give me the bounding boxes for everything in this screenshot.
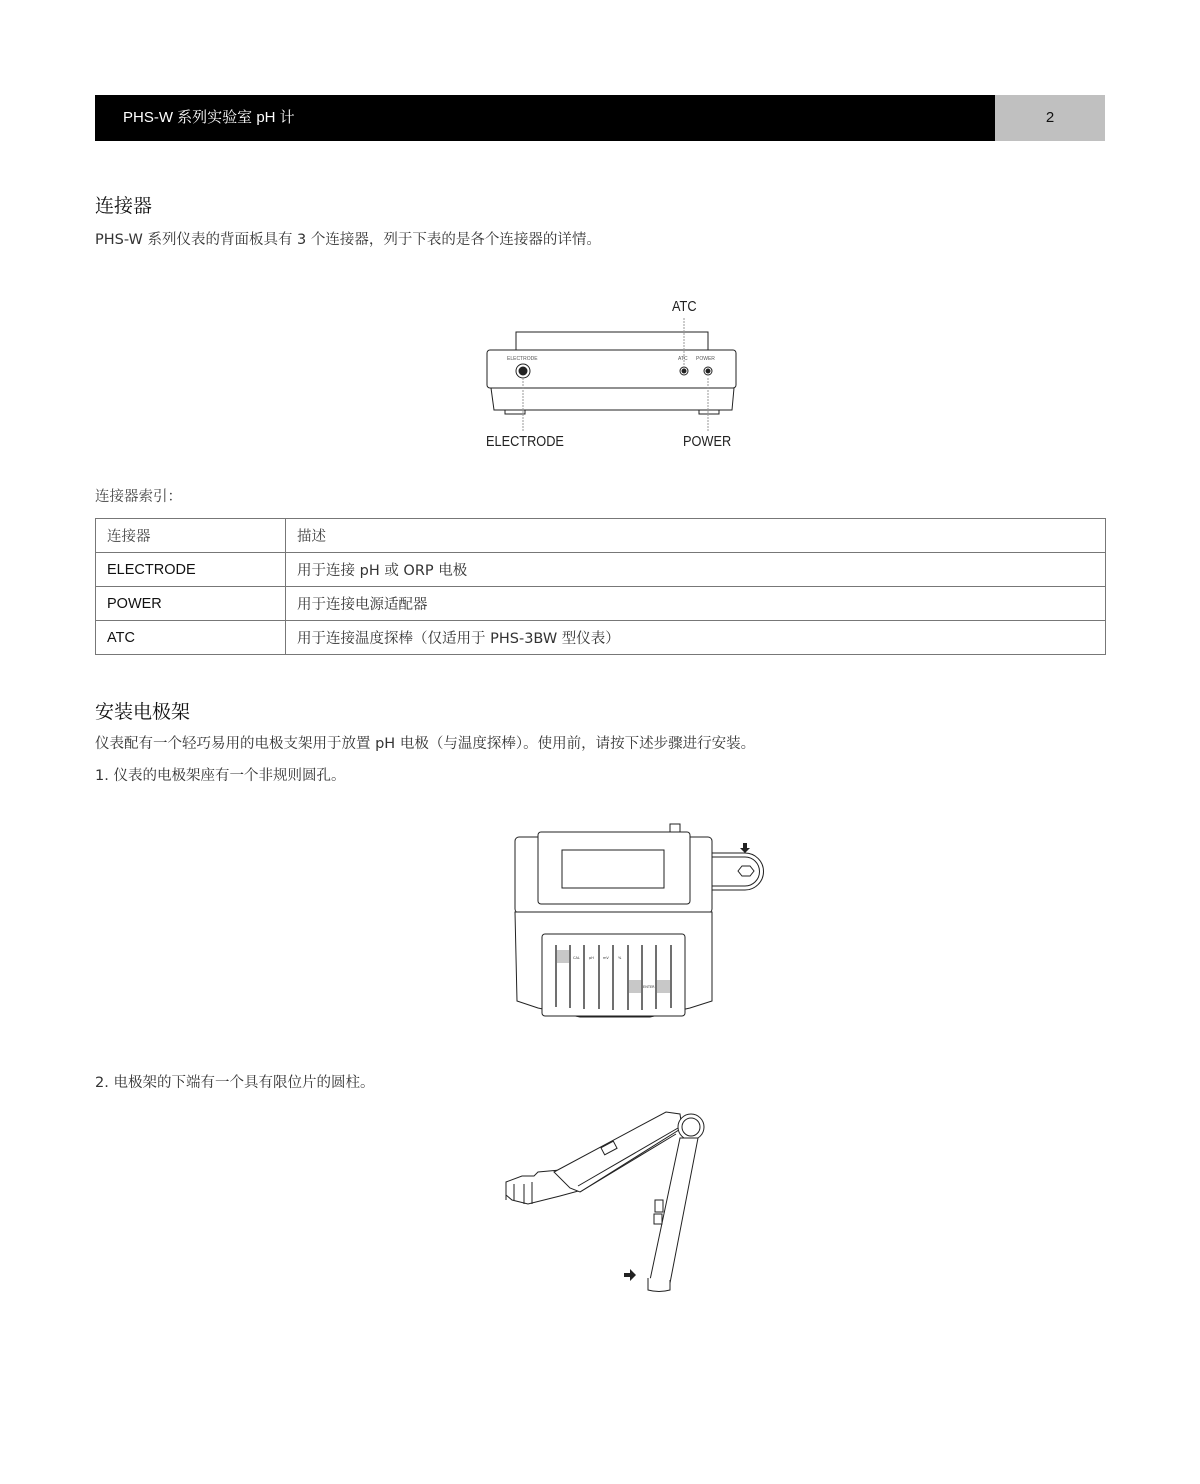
table-row [96,587,1106,621]
key-enter: ENTER [643,985,655,989]
cell-connector: POWER [96,587,286,621]
cell-description: 用于连接温度探棒（仅适用于 PHS-3BW 型仪表） [286,621,1106,655]
cell-description: 用于连接电源适配器 [286,587,1106,621]
key-cal: CAL [573,956,580,960]
table-row [96,553,1106,587]
electrode-holder-figure [490,1100,730,1300]
meter-top-figure [500,815,780,1030]
key-mv: mV [603,956,609,960]
table-row [96,621,1106,655]
panel-label-power: POWER [696,356,715,362]
section-heading-holder: 安装电极架 [95,701,191,723]
step-2: 2. 电极架的下端有一个具有限位片的圆柱。 [95,1075,375,1091]
cell-description: 用于连接 pH 或 ORP 电极 [286,553,1106,587]
callout-power: POWER [683,433,732,450]
callout-electrode: ELECTRODE [486,433,564,450]
holder-intro: 仪表配有一个轻巧易用的电极支架用于放置 pH 电极（与温度探棒）。使用前，请按下述步骤进行安装。 [95,736,756,752]
rear-panel-figure [470,290,770,460]
column-header-description: 描述 [286,519,1106,553]
panel-label-electrode: ELECTRODE [507,356,538,362]
connector-table [95,518,1106,655]
cell-connector: ELECTRODE [96,553,286,587]
electrode-holder-illustration [490,1100,730,1300]
meter-top-illustration [500,815,780,1030]
panel-label-atc: ATC [678,356,688,362]
page-header [95,95,1105,141]
document-title: PHS-W 系列实验室 pH 计 [95,95,995,141]
arrow-right-icon [624,1269,636,1281]
page-number: 2 [995,95,1105,141]
callout-atc: ATC [672,298,697,315]
connectors-intro: PHS-W 系列仪表的背面板具有 3 个连接器，列于下表的是各个连接器的详情。 [95,232,601,248]
column-header-connector: 连接器 [96,519,286,553]
arrow-down-icon [740,843,750,853]
key-percent: % [618,956,622,960]
key-ph: pH [589,956,594,960]
step-1: 1. 仪表的电极架座有一个非规则圆孔。 [95,768,346,784]
table-caption: 连接器索引： [95,489,182,505]
cell-connector: ATC [96,621,286,655]
section-heading-connectors: 连接器 [95,195,153,217]
table-header-row [96,519,1106,553]
